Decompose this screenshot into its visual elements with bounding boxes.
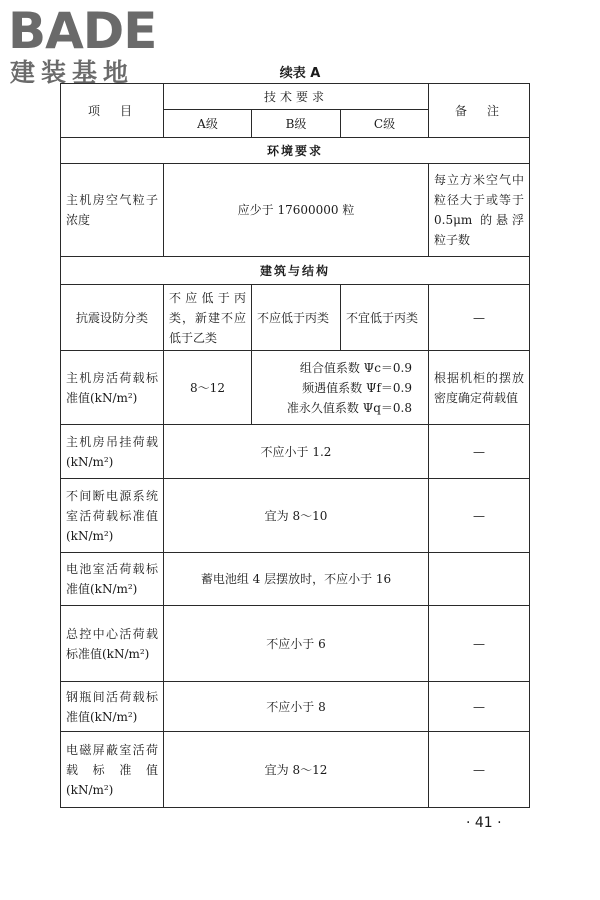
- row-seismic-a: 不应低于丙类，新建不应低于乙类: [164, 285, 252, 351]
- row-cylinder-remark: —: [429, 682, 530, 732]
- row-control-value: 不应小于 6: [164, 606, 429, 682]
- row-dust-value: 应少于 17600000 粒: [164, 164, 429, 257]
- logo-subtitle: 建装基地: [10, 58, 135, 87]
- row-hanging-item: 主机房吊挂荷载(kN/m²): [61, 425, 164, 479]
- header-item: 项 目: [61, 84, 164, 138]
- header-grade-a: A级: [164, 110, 252, 138]
- row-control-item: 总控中心活荷载标准值(kN/m²): [61, 606, 164, 682]
- row-cylinder-item: 钢瓶间活荷载标准值(kN/m²): [61, 682, 164, 732]
- section-row-building: [61, 257, 530, 285]
- table-row: [61, 425, 530, 479]
- requirements-table: [60, 83, 530, 808]
- section-row-environment: [61, 138, 530, 164]
- row-seismic-item: 抗震设防分类: [61, 285, 164, 351]
- table-row: [61, 682, 530, 732]
- section-building: 建筑与结构: [61, 257, 530, 285]
- coef-quasi-permanent: 准永久值系数 Ψq＝0.8: [286, 400, 413, 415]
- row-seismic-remark: —: [429, 285, 530, 351]
- logo-wordmark: BADE: [8, 2, 157, 60]
- row-shield-remark: —: [429, 732, 530, 808]
- header-remarks: 备 注: [429, 84, 530, 138]
- table-row: [61, 285, 530, 351]
- header-tech-requirements: 技术要求: [164, 84, 429, 110]
- table-row: [61, 479, 530, 553]
- table-row: [61, 606, 530, 682]
- table-caption: 续表 A: [279, 66, 321, 81]
- row-live-load-remark: 根据机柜的摆放密度确定荷载值: [429, 351, 530, 425]
- header-grade-b: B级: [252, 110, 341, 138]
- row-cylinder-value: 不应小于 8: [164, 682, 429, 732]
- row-battery-value: 蓄电池组 4 层摆放时，不应小于 16: [164, 553, 429, 606]
- row-battery-remark: [429, 553, 530, 606]
- row-hanging-remark: —: [429, 425, 530, 479]
- row-ups-item: 不间断电源系统室活荷载标准值(kN/m²): [61, 479, 164, 553]
- row-dust-remark: 每立方米空气中粒径大于或等于 0.5μm 的悬浮粒子数: [429, 164, 530, 257]
- row-live-load-item: 主机房活荷载标准值(kN/m²): [61, 351, 164, 425]
- table-row: [61, 732, 530, 808]
- section-environment: 环境要求: [61, 138, 530, 164]
- row-shield-value: 宜为 8～12: [164, 732, 429, 808]
- header-grade-c: C级: [341, 110, 429, 138]
- row-ups-remark: —: [429, 479, 530, 553]
- row-shield-item: 电磁屏蔽室活荷载标准值(kN/m²): [61, 732, 164, 808]
- table-row: [61, 164, 530, 257]
- row-hanging-value: 不应小于 1.2: [164, 425, 429, 479]
- row-dust-item: 主机房空气粒子浓度: [61, 164, 164, 257]
- row-live-load-value: 8～12: [164, 351, 252, 425]
- coef-combination: 组合值系数 Ψc＝0.9: [299, 360, 413, 375]
- header-row: [61, 84, 530, 110]
- row-control-remark: —: [429, 606, 530, 682]
- table-row: [61, 351, 530, 425]
- row-live-load-coefficients: [252, 351, 429, 425]
- row-seismic-b: 不应低于丙类: [252, 285, 341, 351]
- page-number: · 41 ·: [466, 815, 502, 831]
- row-ups-value: 宜为 8～10: [164, 479, 429, 553]
- row-seismic-c: 不宜低于丙类: [341, 285, 429, 351]
- coef-frequent: 频遇值系数 Ψf＝0.9: [302, 380, 413, 395]
- row-battery-item: 电池室活荷载标准值(kN/m²): [61, 553, 164, 606]
- table-row: [61, 553, 530, 606]
